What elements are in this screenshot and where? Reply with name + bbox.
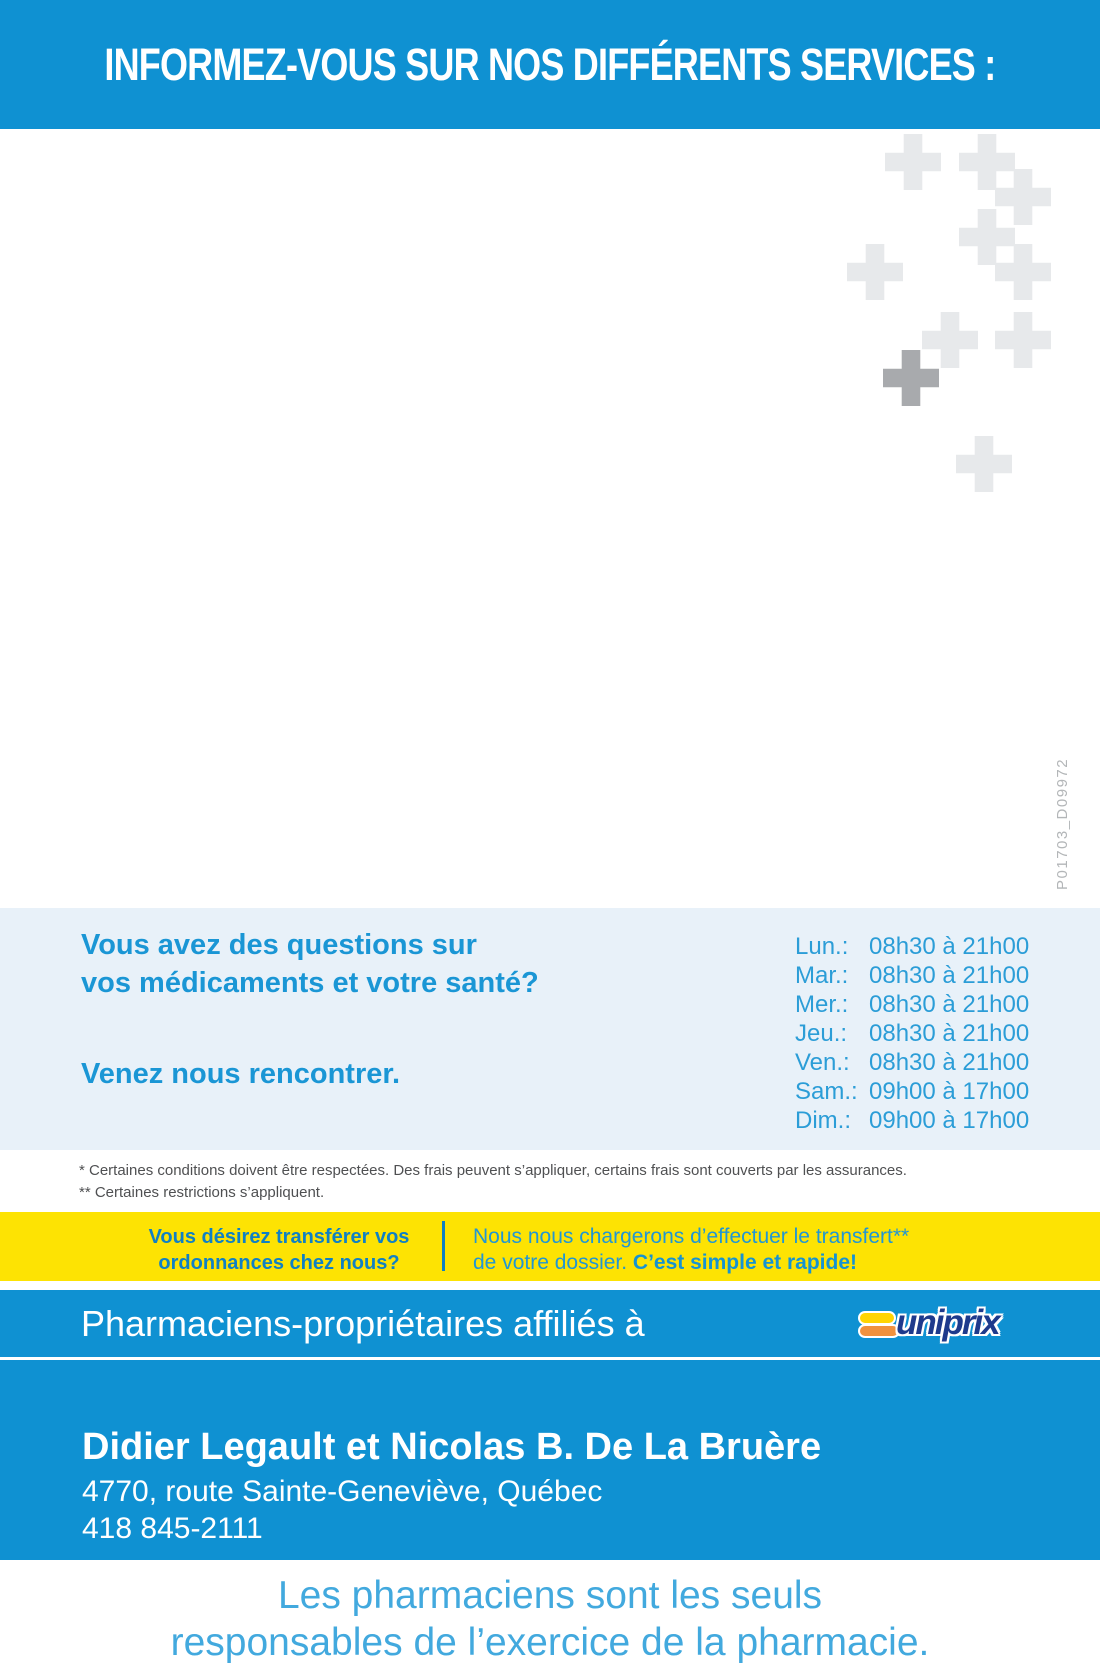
transfer-answer-regular: de votre dossier. <box>473 1251 633 1274</box>
hours-time: 08h30 à 21h00 <box>869 962 1030 989</box>
hours-row <box>795 962 1029 991</box>
hours-day: Mer.: <box>795 991 849 1018</box>
hours-day: Lun.: <box>795 933 849 960</box>
header-band <box>0 0 1100 129</box>
transfer-question <box>141 1224 417 1276</box>
plus-icon <box>995 169 1051 225</box>
transfer-answer-bold: C’est simple et rapide! <box>632 1251 857 1274</box>
question-line1: Vous avez des questions sur <box>81 929 477 961</box>
transfer-question-line2: ordonnances chez nous? <box>158 1252 400 1274</box>
hours-row <box>795 1020 1029 1049</box>
uniprix-logo <box>858 1302 1028 1348</box>
plus-icon <box>959 209 1015 265</box>
transfer-question-line1: Vous désirez transférer vos <box>148 1226 410 1248</box>
hours-row <box>795 1107 1029 1136</box>
logo-bar-yellow-icon <box>858 1311 896 1325</box>
footer-line2: responsables de l’exercice de la pharmacie. <box>170 1621 930 1664</box>
hours-time: 08h30 à 21h00 <box>869 991 1030 1018</box>
hours-day: Jeu.: <box>795 1020 848 1047</box>
question-line2: vos médicaments et votre santé? <box>81 967 539 999</box>
print-code: P01703_D09972 <box>1054 757 1071 890</box>
hours-table <box>795 933 1029 1136</box>
plus-icon-dark <box>883 350 939 406</box>
hours-day: Dim.: <box>795 1107 851 1134</box>
plus-icon <box>959 134 1015 190</box>
footer-line1: Les pharmaciens sont les seuls <box>277 1574 823 1617</box>
owner-address: 4770, route Sainte-Geneviève, Québec <box>82 1475 603 1508</box>
transfer-answer-line2 <box>473 1250 909 1276</box>
logo-bar-orange-icon <box>858 1324 900 1338</box>
page-title: INFORMEZ-VOUS SUR NOS DIFFÉRENTS SERVICES : <box>104 38 996 90</box>
hours-row <box>795 1078 1029 1107</box>
transfer-answer <box>473 1224 909 1276</box>
hours-time: 08h30 à 21h00 <box>869 933 1030 960</box>
hours-time: 09h00 à 17h00 <box>869 1107 1030 1134</box>
divider-line <box>442 1221 445 1271</box>
hours-row <box>795 933 1029 962</box>
hours-time: 08h30 à 21h00 <box>869 1049 1030 1076</box>
plus-icon <box>995 312 1051 368</box>
meet-cta: Venez nous rencontrer. <box>81 1058 401 1090</box>
affiliation-label: Pharmaciens-propriétaires affiliés à <box>81 1303 645 1344</box>
questions-text <box>81 926 539 1002</box>
plus-icon <box>885 134 941 190</box>
plus-icon <box>956 436 1012 492</box>
disclaimers <box>79 1160 907 1204</box>
hours-day: Ven.: <box>795 1049 850 1076</box>
hours-row <box>795 991 1029 1020</box>
disclaimer-line1: * Certaines conditions doivent être respectées. Des frais peuvent s’appliquer, certains frais sont couverts par les assurances. <box>79 1162 907 1179</box>
hours-row <box>795 1049 1029 1078</box>
hours-day: Mar.: <box>795 962 849 989</box>
transfer-answer-line1: Nous nous chargerons d’effectuer le transfert** <box>473 1225 910 1248</box>
footer-note <box>0 1572 1100 1666</box>
uniprix-wordmark: uniprix <box>896 1303 999 1342</box>
hours-time: 08h30 à 21h00 <box>869 1020 1030 1047</box>
plus-icon <box>995 244 1051 300</box>
hours-time: 09h00 à 17h00 <box>869 1078 1030 1105</box>
plus-icon <box>922 312 978 368</box>
owner-names: Didier Legault et Nicolas B. De La Bruère <box>82 1426 822 1468</box>
hours-day: Sam.: <box>795 1078 858 1105</box>
disclaimer-line2: ** Certaines restrictions s’appliquent. <box>79 1184 325 1201</box>
owner-phone: 418 845-2111 <box>82 1512 263 1545</box>
plus-icon <box>847 244 903 300</box>
